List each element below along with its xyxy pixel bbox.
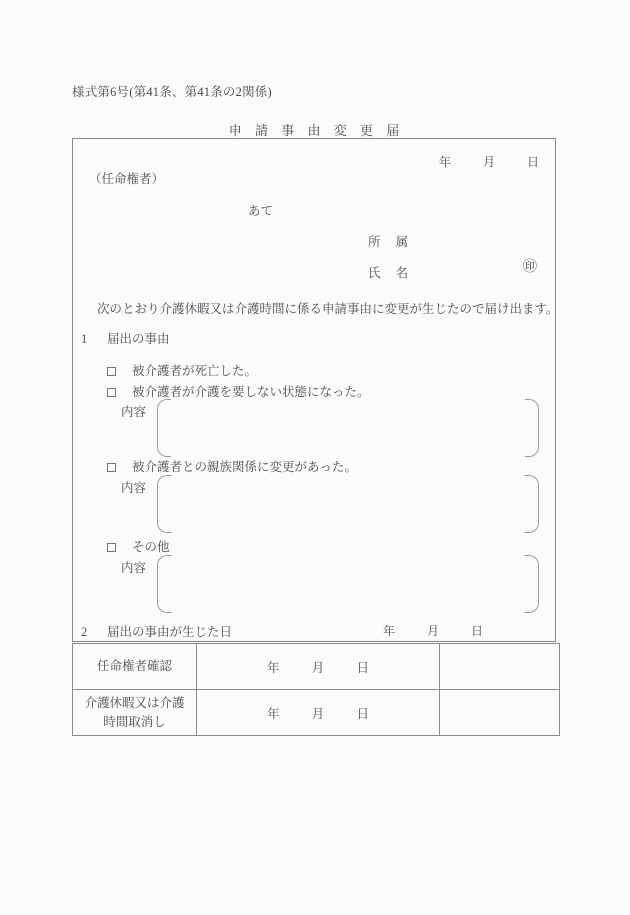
left-brace-icon <box>157 555 171 613</box>
row-label-approver-confirmation: 任命権者確認 <box>73 644 197 690</box>
date-day-label: 日 <box>471 624 484 638</box>
section-1-label: 届出の事由 <box>107 332 170 346</box>
content-label-2: 内容 <box>121 481 147 495</box>
content-entry-box-2[interactable] <box>157 475 539 533</box>
section-2-label: 届出の事由が生じた日 <box>107 625 233 639</box>
date-day-label: 日 <box>356 660 370 675</box>
reason-option-1-label: 被介護者が死亡した。 <box>132 364 258 378</box>
row-date-leave-cancellation[interactable] <box>197 690 440 736</box>
date-year-label: 年 <box>438 155 451 169</box>
date-day-label: 日 <box>526 155 539 169</box>
page-title: 申 請 事 由 変 更 届 <box>228 123 405 138</box>
section-2-heading <box>81 622 232 640</box>
section-2-number: 2 <box>81 625 88 639</box>
row-label-line-1: 介護休暇又は介護 <box>84 696 185 711</box>
checkbox-icon[interactable] <box>107 543 116 552</box>
date-month-label: 月 <box>482 155 495 169</box>
declaration-statement: 次のとおり介護休暇又は介護時間に係る申請事由に変更が生じたので届け出ます。 <box>97 302 559 316</box>
row-label-leave-cancellation <box>73 690 197 736</box>
left-brace-icon <box>157 475 171 533</box>
checkbox-icon[interactable] <box>107 367 116 376</box>
reason-option-3-label: 被介護者との親族関係に変更があった。 <box>132 460 357 474</box>
row-note-leave-cancellation[interactable] <box>440 690 560 736</box>
date-year-label: 年 <box>266 706 280 721</box>
right-brace-icon <box>525 555 539 613</box>
content-label-3: 内容 <box>121 561 147 575</box>
table-row <box>73 690 560 736</box>
reason-option-4[interactable] <box>107 537 170 555</box>
date-day-label: 日 <box>356 706 370 721</box>
main-form-frame <box>72 138 559 642</box>
addressed-to-label: あて <box>248 204 274 218</box>
confirmation-table <box>72 643 560 736</box>
reason-option-2-label: 被介護者が介護を要しない状態になった。 <box>132 385 370 399</box>
name-label: 氏 名 <box>368 266 415 280</box>
reason-option-1[interactable] <box>107 361 257 379</box>
checkbox-icon[interactable] <box>107 463 116 472</box>
checkbox-icon[interactable] <box>107 388 116 397</box>
date-month-label: 月 <box>311 660 325 675</box>
date-year-label: 年 <box>383 624 396 638</box>
submission-date-line <box>439 153 539 170</box>
content-entry-box-1[interactable] <box>157 399 539 457</box>
row-date-approver-confirmation[interactable] <box>197 644 440 690</box>
appointer-label: （任命権者） <box>89 172 165 186</box>
reason-option-3[interactable] <box>107 457 357 475</box>
reason-option-2[interactable] <box>107 382 370 400</box>
date-year-label: 年 <box>266 660 280 675</box>
table-row <box>73 644 560 690</box>
right-brace-icon <box>525 475 539 533</box>
row-note-approver-confirmation[interactable] <box>440 644 560 690</box>
row-label-line-2: 時間取消し <box>103 714 166 729</box>
reason-option-4-label: その他 <box>132 540 170 554</box>
date-month-label: 月 <box>427 624 440 638</box>
content-entry-box-3[interactable] <box>157 555 539 613</box>
section-1-heading <box>81 329 170 347</box>
content-label-1: 内容 <box>121 405 147 419</box>
left-brace-icon <box>157 399 171 457</box>
right-brace-icon <box>525 399 539 457</box>
date-month-label: 月 <box>311 706 325 721</box>
section-2-date-line[interactable] <box>383 622 483 639</box>
form-number-label: 様式第6号(第41条、第41条の2関係) <box>72 85 272 99</box>
affiliation-label: 所 属 <box>368 235 415 249</box>
seal-stamp-icon: ㊞ <box>523 260 537 275</box>
section-1-number: 1 <box>81 332 88 346</box>
